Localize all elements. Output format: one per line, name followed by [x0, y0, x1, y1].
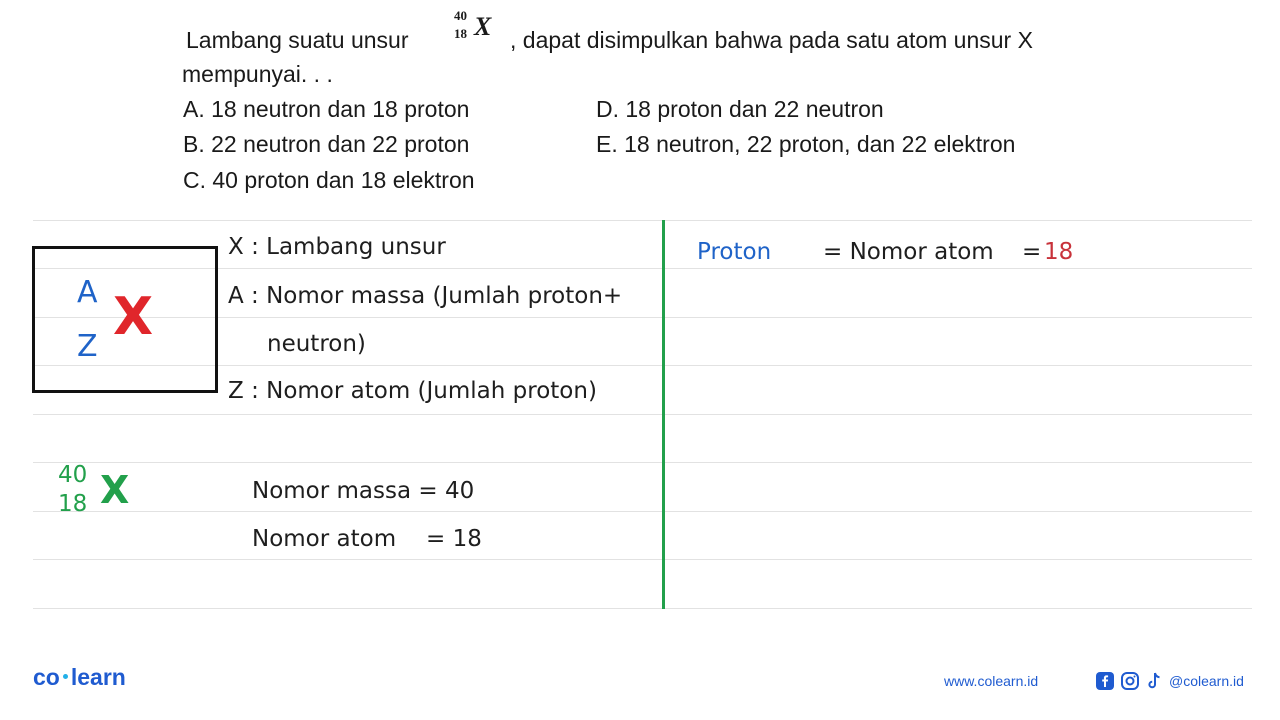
option-a: A. 18 neutron dan 18 proton: [183, 96, 470, 122]
question-isotope: [454, 8, 504, 48]
mass-number-line: Nomor massa = 40: [252, 478, 475, 504]
website-link[interactable]: www.colearn.id: [944, 673, 1039, 689]
rule-line: [33, 559, 1252, 560]
facebook-icon[interactable]: [1096, 672, 1114, 690]
notation-box: [32, 246, 218, 393]
atomic-number-label: Nomor atom: [252, 526, 397, 552]
legend-a: A : Nomor massa (Jumlah proton+: [228, 283, 623, 309]
proton-result-eq: =: [1022, 239, 1042, 265]
instagram-icon[interactable]: [1121, 672, 1139, 690]
isotope-symbol: X: [474, 12, 492, 41]
rule-line: [33, 511, 1252, 512]
legend-x: X : Lambang unsur: [228, 234, 446, 260]
option-b: B. 22 neutron dan 22 proton: [183, 131, 470, 157]
logo-dot-icon: [63, 674, 68, 679]
notation-a: A: [77, 275, 98, 310]
proton-result: 18: [1044, 239, 1074, 265]
proton-label: Proton: [697, 239, 772, 265]
option-c: C. 40 proton dan 18 elektron: [183, 167, 475, 193]
rule-line: [33, 608, 1252, 609]
legend-z: Z : Nomor atom (Jumlah proton): [228, 378, 597, 404]
logo-co: co: [33, 664, 60, 690]
legend-a-cont: neutron): [267, 331, 366, 357]
colearn-logo: [33, 664, 126, 691]
option-d: D. 18 proton dan 22 neutron: [596, 96, 884, 122]
isotope-mass: 40: [454, 8, 467, 23]
social-handle[interactable]: @colearn.id: [1169, 673, 1244, 689]
option-e: E. 18 neutron, 22 proton, dan 22 elektron: [596, 131, 1016, 157]
notation-z: Z: [77, 329, 98, 364]
column-divider: [662, 220, 665, 609]
example-symbol: X: [100, 468, 130, 512]
rule-line: [33, 462, 1252, 463]
proton-equation: = Nomor atom: [823, 239, 994, 265]
question-intro: Lambang suatu unsur: [186, 27, 409, 53]
tiktok-icon[interactable]: [1146, 671, 1164, 691]
example-atomic: 18: [58, 491, 88, 517]
notation-x: X: [113, 287, 154, 347]
question-intro-line2: mempunyai. . .: [182, 61, 333, 87]
example-isotope: [58, 462, 138, 522]
atomic-number-value: = 18: [426, 526, 482, 552]
logo-learn: learn: [70, 664, 126, 690]
isotope-atomic: 18: [454, 26, 467, 41]
question-intro-cont: , dapat disimpulkan bahwa pada satu atom unsur X: [510, 27, 1033, 53]
rule-line: [33, 220, 1252, 221]
example-mass: 40: [58, 462, 88, 488]
rule-line: [33, 414, 1252, 415]
